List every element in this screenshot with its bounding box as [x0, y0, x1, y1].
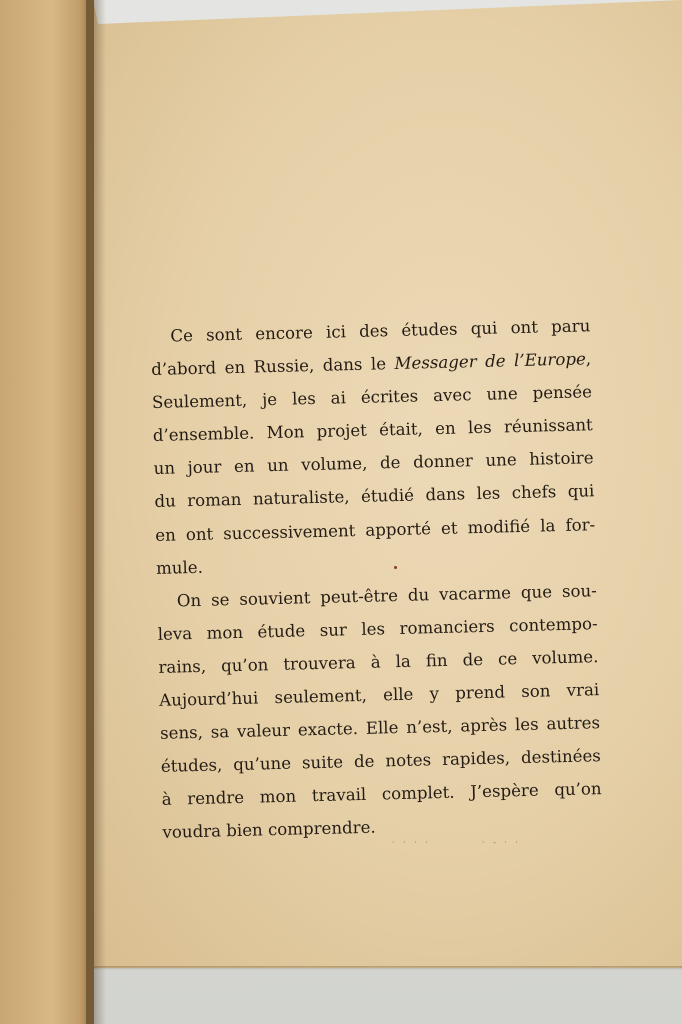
text-line: en ont successivement apporté et modifié la for- — [155, 514, 596, 545]
text-line: à rendre mon travail complet. J’espère qu’on — [161, 779, 602, 810]
text-line: études, qu’une suite de notes rapides, destinées — [160, 746, 602, 777]
text-line: mule. — [155, 557, 204, 578]
text-line: un jour en un volume, de donner une histoire — [153, 448, 594, 479]
paragraph — [150, 309, 596, 584]
text-line: Seulement, je les ai écrites avec une pensée — [151, 382, 593, 413]
print-dots: · · · · — [392, 838, 431, 847]
text-line: leva mon étude sur les romanciers contempo- — [157, 614, 598, 644]
paragraph — [156, 574, 602, 849]
text-line: Ce sont encore ici des études qui ont paru — [170, 316, 591, 346]
print-dots: · - · · — [482, 838, 521, 847]
text-line: d’abord en Russie, dans le Messager de l’Europe, — [150, 349, 592, 380]
text-line: d’ensemble. Mon projet était, en les réunissant — [152, 415, 593, 446]
page-bottom-edge — [94, 966, 682, 970]
left-page-edge — [0, 0, 94, 1024]
text-line: rains, qu’on trouvera à la fin de ce volume. — [158, 647, 599, 677]
text-line: Aujourd’hui seulement, elle y prend son vrai — [159, 680, 600, 710]
italic-title: Messager de l’Europe — [394, 349, 587, 374]
text-line: du roman naturaliste, étudié dans les chefs qui — [154, 481, 595, 512]
gutter-shadow — [86, 0, 106, 1024]
text-line: On se souvient peut-être du vacarme que sou- — [176, 580, 597, 611]
body-text — [150, 309, 603, 849]
text-line: sens, sa valeur exacte. Elle n’est, après les autres — [159, 713, 601, 743]
text-line: voudra bien comprendre. — [162, 818, 376, 843]
